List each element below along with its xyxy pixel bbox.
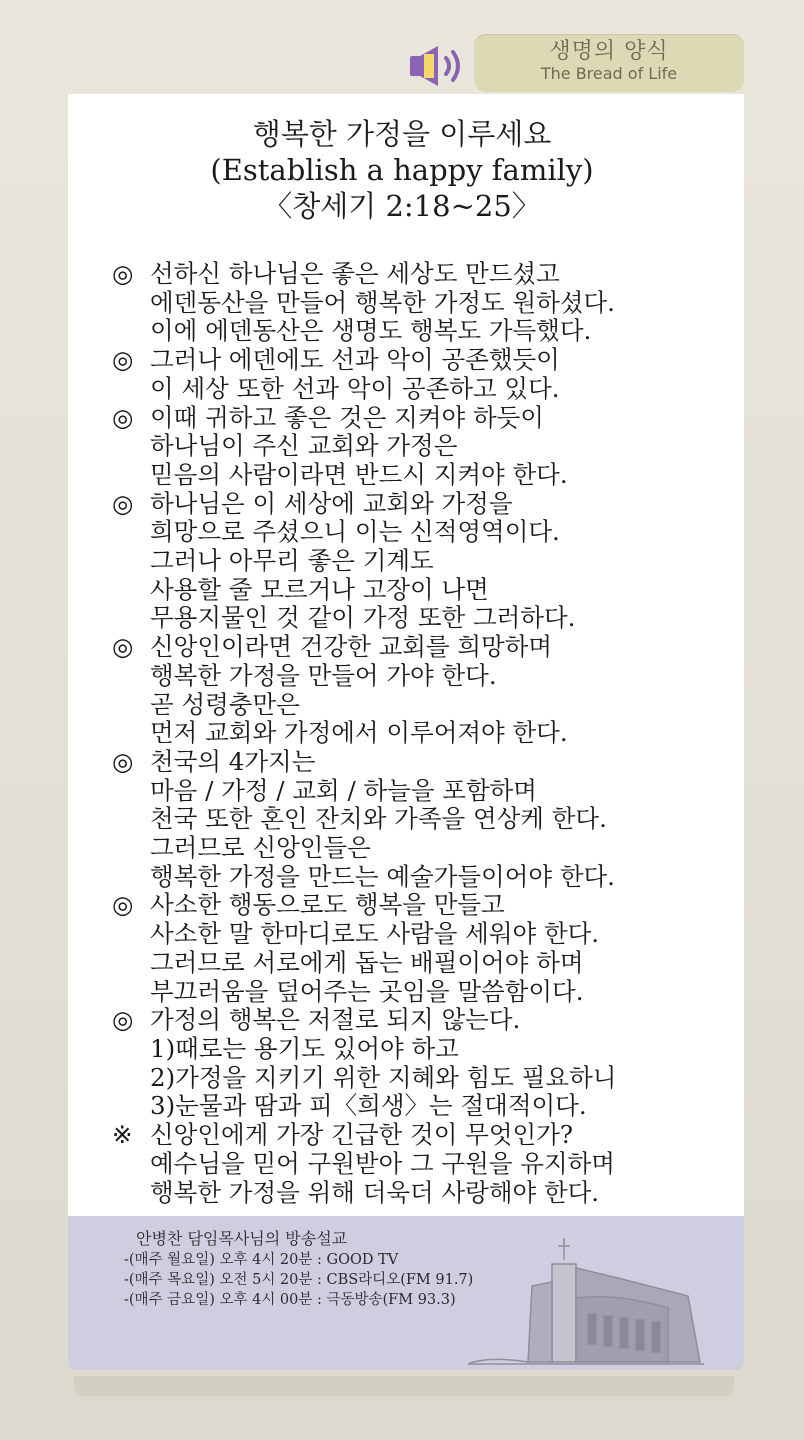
schedule-row-monday: -(매주 월요일) 오후 4시 20분 : GOOD TV — [124, 1252, 399, 1268]
broadcast-heading: 안병찬 담임목사님의 방송설교 — [136, 1229, 348, 1248]
sermon-point-line: 희망으로 주셨으니 이는 신적영역이다. — [150, 517, 560, 547]
sermon-point-line: 마음 / 가정 / 교회 / 하늘을 포함하며 — [150, 775, 537, 805]
sermon-points — [112, 260, 732, 1207]
sermon-point — [112, 1121, 732, 1207]
sermon-point-line: 하나님이 주신 교회와 가정은 — [150, 431, 458, 461]
bullet-mark-icon: ◎ — [112, 345, 134, 375]
speaker-volume-icon[interactable] — [406, 44, 466, 88]
note-mark-icon: ※ — [112, 1120, 133, 1150]
bread-of-life-badge — [474, 34, 744, 92]
sermon-point-line: 2)가정을 지키기 위한 지혜와 힘도 필요하니 — [150, 1062, 617, 1092]
sermon-point — [112, 404, 732, 490]
scripture-reference: 〈창세기 2:18~25〉 — [263, 189, 541, 223]
sermon-point-line: 그러나 에덴에도 선과 악이 공존했듯이 — [150, 345, 560, 375]
badge-english-title: The Bread of Life — [540, 64, 678, 83]
sermon-point — [112, 260, 732, 346]
bullet-mark-icon: ◎ — [112, 632, 134, 662]
sermon-point-line: 신앙인이라면 건강한 교회를 희망하며 — [150, 632, 553, 662]
sermon-point-line: 예수님을 믿어 구원받아 그 구원을 유지하며 — [150, 1148, 615, 1178]
sermon-point-line: 먼저 교회와 가정에서 이루어져야 한다. — [150, 718, 568, 748]
sermon-point — [112, 633, 732, 748]
sermon-title-block — [0, 116, 804, 224]
sermon-point-line: 사소한 말 한마디로도 사람을 세워야 한다. — [150, 919, 600, 949]
sermon-point-line: 그러므로 신앙인들은 — [150, 833, 371, 863]
bullet-mark-icon: ◎ — [112, 259, 134, 288]
badge-korean-title: 생명의 양식 — [549, 39, 669, 64]
sermon-point-line: 무용지물인 것 같이 가정 또한 그러하다. — [150, 603, 576, 633]
sermon-point-line: 행복한 가정을 만들어 가야 한다. — [150, 660, 497, 690]
broadcast-info — [124, 1228, 473, 1310]
bullet-mark-icon: ◎ — [112, 1005, 134, 1035]
bullet-mark-icon: ◎ — [112, 746, 134, 776]
sermon-point-line: 이에 에덴동산은 생명도 행복도 가득했다. — [150, 316, 592, 346]
bullet-mark-icon: ◎ — [112, 890, 134, 920]
schedule-row-friday: -(매주 금요일) 오후 4시 00분 : 극동방송(FM 93.3) — [124, 1292, 456, 1308]
sermon-point-line: 사용할 줄 모르거나 고장이 나면 — [150, 574, 489, 604]
sermon-point-line: 그러므로 서로에게 돕는 배필이어야 하며 — [150, 947, 584, 977]
sermon-point-line: 그러나 아무리 좋은 기계도 — [150, 546, 434, 576]
sermon-point-line: 행복한 가정을 위해 더욱더 사랑해야 한다. — [150, 1177, 600, 1207]
sermon-point-line: 하나님은 이 세상에 교회와 가정을 — [150, 488, 513, 518]
sermon-point — [112, 346, 732, 403]
sermon-point-line: 곧 성령충만은 — [150, 689, 300, 719]
sermon-point-line: 부끄러움을 덮어주는 곳임을 말씀함이다. — [150, 976, 584, 1006]
bullet-mark-icon: ◎ — [112, 402, 134, 432]
sermon-point-line: 이때 귀하고 좋은 것은 지켜야 하듯이 — [150, 402, 544, 432]
sermon-point-line: 3)눈물과 땀과 피〈희생〉는 절대적이다. — [150, 1091, 587, 1121]
sermon-point-line: 에덴동산을 만들어 행복한 가정도 원하셨다. — [150, 287, 615, 317]
sermon-point-line: 이 세상 또한 선과 악이 공존하고 있다. — [150, 373, 560, 403]
sermon-point — [112, 891, 732, 1006]
sermon-title: 행복한 가정을 이루세요 — [252, 117, 552, 151]
sermon-title-english: (Establish a happy family) — [210, 153, 594, 187]
bullet-mark-icon: ◎ — [112, 488, 134, 518]
card-edge — [74, 1376, 734, 1396]
sermon-point-line: 천국 또한 혼인 잔치와 가족을 연상케 한다. — [150, 804, 607, 834]
sermon-point-line: 1)때로는 용기도 있어야 하고 — [150, 1033, 459, 1063]
sermon-point-line: 사소한 행동으로도 행복을 만들고 — [150, 890, 505, 920]
sermon-point-line: 선하신 하나님은 좋은 세상도 만드셨고 — [150, 259, 560, 288]
church-building-icon — [468, 1238, 704, 1368]
sermon-point — [112, 490, 732, 634]
sermon-point — [112, 1006, 732, 1121]
sermon-point-line: 행복한 가정을 만드는 예술가들이어야 한다. — [150, 861, 615, 891]
sermon-point — [112, 748, 732, 892]
sermon-point-line: 신앙인에게 가장 긴급한 것이 무엇인가? — [150, 1120, 573, 1150]
sermon-point-line: 가정의 행복은 저절로 되지 않는다. — [150, 1005, 521, 1035]
schedule-row-thursday: -(매주 목요일) 오전 5시 20분 : CBS라디오(FM 91.7) — [124, 1272, 474, 1288]
sermon-point-line: 천국의 4가지는 — [150, 746, 316, 776]
sermon-point-line: 믿음의 사람이라면 반드시 지켜야 한다. — [150, 459, 568, 489]
